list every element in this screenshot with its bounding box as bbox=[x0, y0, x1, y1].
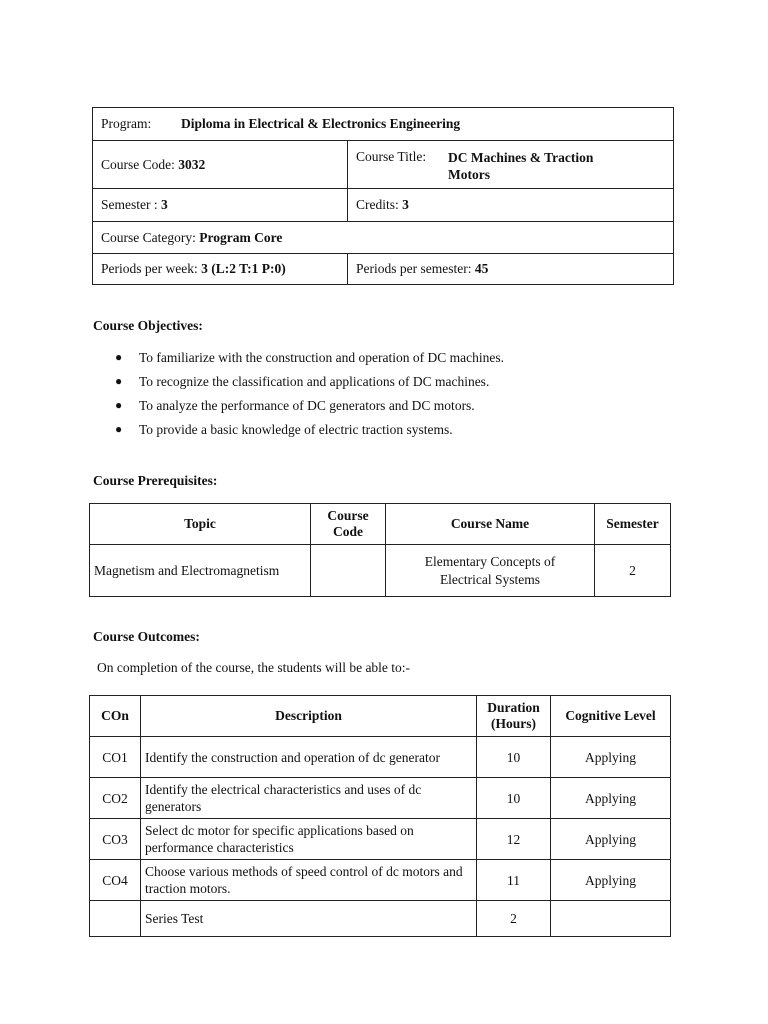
table-row bbox=[90, 901, 671, 937]
course-title-value: DC Machines & Traction Motors bbox=[448, 150, 594, 182]
prerequisites-table bbox=[89, 503, 671, 597]
table-cell: CO2 bbox=[90, 778, 141, 819]
course-code-label: Course Code: bbox=[101, 156, 175, 172]
table-row bbox=[90, 737, 671, 778]
outcomes-heading: Course Outcomes: bbox=[93, 629, 200, 644]
table-row bbox=[90, 545, 671, 597]
credits-label: Credits: bbox=[356, 197, 399, 212]
periods-semester-cell bbox=[348, 254, 674, 285]
table-cell bbox=[90, 901, 141, 937]
objective-text: To familiarize with the construction and operation of DC machines. bbox=[139, 350, 504, 365]
semester-credits-row bbox=[93, 189, 674, 222]
table-cell: Elementary Concepts of Electrical Systems bbox=[386, 545, 595, 597]
program-label: Program: bbox=[101, 116, 152, 131]
bullet-icon: ● bbox=[115, 350, 123, 364]
bullet-icon: ● bbox=[115, 398, 123, 412]
table-header-row bbox=[90, 504, 671, 545]
periods-semester-label: Periods per semester: bbox=[356, 261, 472, 276]
table-cell: Identify the electrical characteristics and uses of dc generators bbox=[141, 778, 477, 819]
category-label: Course Category: bbox=[101, 229, 196, 245]
table-cell: Choose various methods of speed control of dc motors and traction motors. bbox=[141, 860, 477, 901]
course-code-cell bbox=[93, 141, 348, 189]
periods-week-cell bbox=[93, 254, 348, 285]
table-cell: Applying bbox=[551, 860, 671, 901]
objectives-heading: Course Objectives: bbox=[93, 318, 203, 333]
table-cell: 12 bbox=[477, 819, 551, 860]
objective-text: To provide a basic knowledge of electric traction systems. bbox=[139, 422, 453, 437]
column-header: Topic bbox=[90, 504, 311, 545]
column-header: Duration (Hours) bbox=[477, 696, 551, 737]
code-title-row bbox=[93, 141, 674, 189]
column-header: Cognitive Level bbox=[551, 696, 671, 737]
table-cell: 2 bbox=[477, 901, 551, 937]
table-cell: 2 bbox=[595, 545, 671, 597]
bullet-icon: ● bbox=[115, 422, 123, 436]
credits-value: 3 bbox=[402, 197, 409, 212]
category-value: Program Core bbox=[199, 229, 283, 245]
prerequisites-heading: Course Prerequisites: bbox=[93, 473, 218, 488]
column-header: Course Name bbox=[386, 504, 595, 545]
list-item bbox=[115, 420, 504, 444]
list-item bbox=[115, 372, 504, 396]
table-cell: CO1 bbox=[90, 737, 141, 778]
program-cell bbox=[93, 108, 674, 141]
periods-week-value: 3 (L:2 T:1 P:0) bbox=[201, 261, 286, 276]
table-cell: Applying bbox=[551, 819, 671, 860]
table-cell bbox=[311, 545, 386, 597]
semester-cell bbox=[93, 189, 348, 222]
semester-label: Semester : bbox=[101, 197, 158, 212]
outcomes-table bbox=[89, 695, 671, 937]
table-cell bbox=[551, 901, 671, 937]
column-header: Semester bbox=[595, 504, 671, 545]
column-header: COn bbox=[90, 696, 141, 737]
column-header: Description bbox=[141, 696, 477, 737]
table-row bbox=[90, 860, 671, 901]
objective-text: To recognize the classification and applications of DC machines. bbox=[139, 374, 490, 389]
table-cell: Applying bbox=[551, 778, 671, 819]
periods-row bbox=[93, 254, 674, 285]
table-cell: CO4 bbox=[90, 860, 141, 901]
category-cell bbox=[93, 222, 674, 254]
table-cell: Identify the construction and operation of dc generator bbox=[141, 737, 477, 778]
list-item bbox=[115, 348, 504, 372]
course-title-cell bbox=[348, 141, 674, 189]
course-title-label: Course Title: bbox=[356, 149, 427, 164]
table-cell: CO3 bbox=[90, 819, 141, 860]
program-value: Diploma in Electrical & Electronics Engineering bbox=[181, 116, 461, 131]
objective-text: To analyze the performance of DC generators and DC motors. bbox=[139, 398, 475, 413]
objectives-list bbox=[115, 348, 504, 444]
table-cell: 10 bbox=[477, 778, 551, 819]
credits-cell bbox=[348, 189, 674, 222]
list-item bbox=[115, 396, 504, 420]
outcomes-intro: On completion of the course, the students will be able to:- bbox=[97, 660, 411, 675]
table-cell: Series Test bbox=[141, 901, 477, 937]
course-info-table bbox=[92, 107, 674, 285]
table-row bbox=[90, 819, 671, 860]
table-header-row bbox=[90, 696, 671, 737]
category-row bbox=[93, 222, 674, 254]
column-header: Course Code bbox=[311, 504, 386, 545]
table-cell: Select dc motor for specific applications based on performance characteristics bbox=[141, 819, 477, 860]
table-cell: Magnetism and Electromagnetism bbox=[90, 545, 311, 597]
table-cell: Applying bbox=[551, 737, 671, 778]
bullet-icon: ● bbox=[115, 374, 123, 388]
periods-week-label: Periods per week: bbox=[101, 261, 198, 276]
table-cell: 11 bbox=[477, 860, 551, 901]
program-row bbox=[93, 108, 674, 141]
semester-value: 3 bbox=[161, 197, 168, 212]
course-code-value: 3032 bbox=[178, 156, 206, 172]
periods-semester-value: 45 bbox=[474, 261, 489, 276]
table-row bbox=[90, 778, 671, 819]
table-cell: 10 bbox=[477, 737, 551, 778]
